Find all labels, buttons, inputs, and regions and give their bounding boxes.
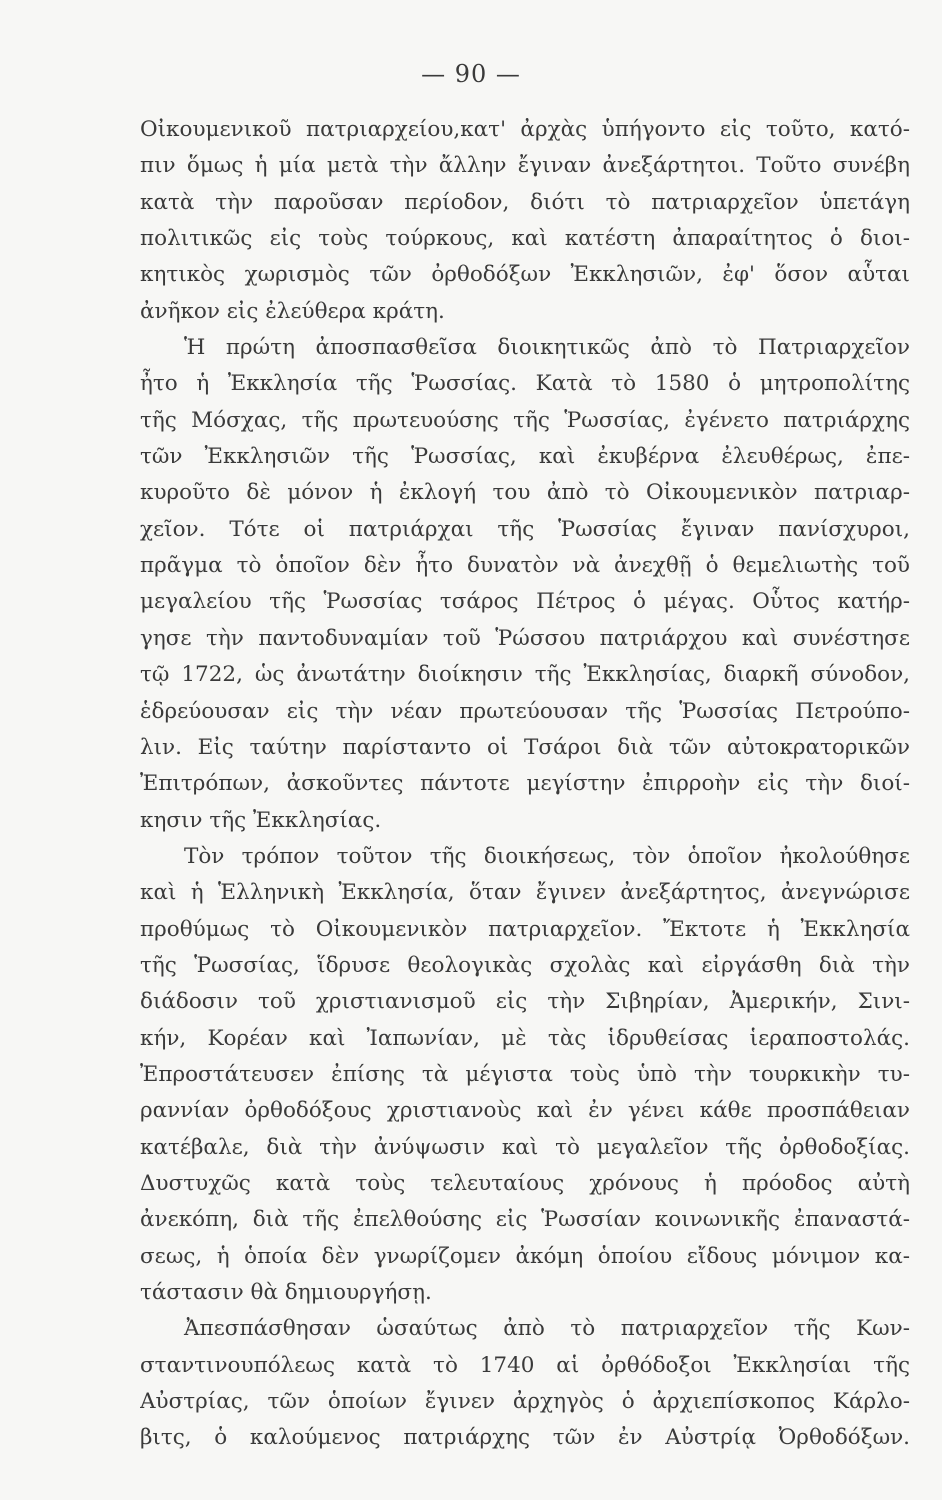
text-line: κησιν τῆς Ἐκκλησίας. (140, 807, 382, 833)
text-line: Ἀπεσπάσθησαν ὡσαύτως ἀπὸ τὸ πατριαρχεῖον τῆς Κων- (184, 1316, 910, 1342)
text-line: ἀνεκόπη, διὰ τῆς ἐπελθούσης εἰς Ῥωσσίαν κοινωνικῆς ἐπαναστά- (140, 1207, 910, 1233)
text-line: τῶν Ἐκκλησιῶν τῆς Ῥωσσίας, καὶ ἐκυβέρνα ἐλευθέρως, ἐπε- (140, 444, 910, 470)
text-line: Ἡ πρώτη ἀποσπασθεῖσα διοικητικῶς ἀπὸ τὸ Πατριαρχεῖον (184, 335, 910, 361)
text-line: σταντινουπόλεως κατὰ τὸ 1740 αἱ ὀρθόδοξοι Ἐκκλησίαι τῆς (140, 1352, 910, 1378)
text-line: χεῖον. Τότε οἱ πατριάρχαι τῆς Ῥωσσίας ἔγιναν πανίσχυροι, (140, 516, 910, 542)
text-line: ραννίαν ὀρθοδόξους χριστιανοὺς καὶ ἐν γένει κάθε προσπάθειαν (140, 1098, 910, 1124)
text-line: κατέβαλε, διὰ τὴν ἀνύψωσιν καὶ τὸ μεγαλεῖον τῆς ὀρθοδοξίας. (140, 1134, 910, 1160)
text-line: διάδοσιν τοῦ χριστιανισμοῦ εἰς τὴν Σιβηρίαν, Ἀμερικήν, Σινι- (140, 989, 910, 1015)
text-line: μεγαλείου τῆς Ῥωσσίας τσάρος Πέτρος ὁ μέγας. Οὗτος κατήρ- (140, 589, 910, 615)
text-line: κυροῦτο δὲ μόνον ἡ ἐκλογή του ἀπὸ τὸ Οἰκουμενικὸν πατριαρ- (140, 480, 910, 506)
text-line: ἑδρεύουσαν εἰς τὴν νέαν πρωτεύουσαν τῆς Ῥωσσίας Πετρούπο- (140, 698, 910, 724)
text-line: Αὐστρίας, τῶν ὁποίων ἔγινεν ἀρχηγὸς ὁ ἀρχιεπίσκοπος Κάρλο- (140, 1389, 910, 1415)
text-line: ἀνῆκον εἰς ἐλεύθερα κράτη. (140, 298, 445, 324)
page-number: — 90 — (421, 60, 521, 88)
text-line: πιν ὅμως ἡ μία μετὰ τὴν ἄλλην ἔγιναν ἀνεξάρτητοι. Τοῦτο συνέβη (140, 153, 910, 179)
text-line: Ἐπιτρόπων, ἀσκοῦντες πάντοτε μεγίστην ἐπιρροὴν εἰς τὴν διοί- (140, 771, 910, 797)
text-line: κήν, Κορέαν καὶ Ἰαπωνίαν, μὲ τὰς ἱδρυθείσας ἱεραποστολάς. (140, 1025, 910, 1051)
text-line: προθύμως τὸ Οἰκουμενικὸν πατριαρχεῖον. Ἔκτοτε ἡ Ἐκκλησία (140, 916, 910, 942)
text-line: καὶ ἡ Ἑλληνικὴ Ἐκκλησία, ὅταν ἔγινεν ἀνεξάρτητος, ἀνεγνώρισε (140, 880, 910, 906)
text-line: κατὰ τὴν παροῦσαν περίοδον, διότι τὸ πατριαρχεῖον ὑπετάγη (140, 189, 910, 215)
text-line: Οἰκουμενικοῦ πατριαρχείου,κατ' ἀρχὰς ὑπήγοντο εἰς τοῦτο, κατό- (140, 117, 910, 142)
text-line: τάστασιν θὰ δημιουργήσῃ. (140, 1280, 432, 1305)
text-line: Δυστυχῶς κατὰ τοὺς τελευταίους χρόνους ἡ πρόοδος αὐτὴ (140, 1170, 910, 1196)
text-line: Τὸν τρόπον τοῦτον τῆς διοικήσεως, τὸν ὁποῖον ἠκολούθησε (184, 843, 910, 869)
text-line: λιν. Εἰς ταύτην παρίσταντο οἱ Τσάροι διὰ τῶν αὐτοκρατορικῶν (140, 734, 910, 760)
text-line: τῷ 1722, ὡς ἀνωτάτην διοίκησιν τῆς Ἐκκλησίας, διαρκῆ σύνοδον, (140, 662, 910, 688)
text-line: πρᾶγμα τὸ ὁποῖον δὲν ἦτο δυνατὸν νὰ ἀνεχθῇ ὁ θεμελιωτὴς τοῦ (140, 553, 910, 579)
text-line: γησε τὴν παντοδυναμίαν τοῦ Ῥώσσου πατριάρχου καὶ συνέστησε (140, 625, 910, 651)
text-line: Ἐπροστάτευσεν ἐπίσης τὰ μέγιστα τοὺς ὑπὸ τὴν τουρκικὴν τυ- (140, 1061, 910, 1087)
text-line: πολιτικῶς εἰς τοὺς τούρκους, καὶ κατέστη ἀπαραίτητος ὁ διοι- (140, 226, 910, 252)
text-line: ἦτο ἡ Ἐκκλησία τῆς Ῥωσσίας. Κατὰ τὸ 1580 ὁ μητροπολίτης (140, 371, 910, 397)
text-line: τῆς Μόσχας, τῆς πρωτευούσης τῆς Ῥωσσίας, ἐγένετο πατριάρχης (140, 407, 910, 433)
body-text (140, 112, 910, 1457)
text-line: κητικὸς χωρισμὸς τῶν ὀρθοδόξων Ἐκκλησιῶν, ἐφ' ὅσον αὗται (140, 262, 910, 288)
text-line: τῆς Ῥωσσίας, ἵδρυσε θεολογικὰς σχολὰς καὶ εἰργάσθη διὰ τὴν (140, 952, 910, 978)
text-line: σεως, ἡ ὁποία δὲν γνωρίζομεν ἀκόμη ὁποίου εἴδους μόνιμον κα- (140, 1243, 910, 1269)
text-line: βιτς, ὁ καλούμενος πατριάρχης τῶν ἐν Αὐστρίᾳ Ὀρθοδόξων. (140, 1425, 910, 1451)
